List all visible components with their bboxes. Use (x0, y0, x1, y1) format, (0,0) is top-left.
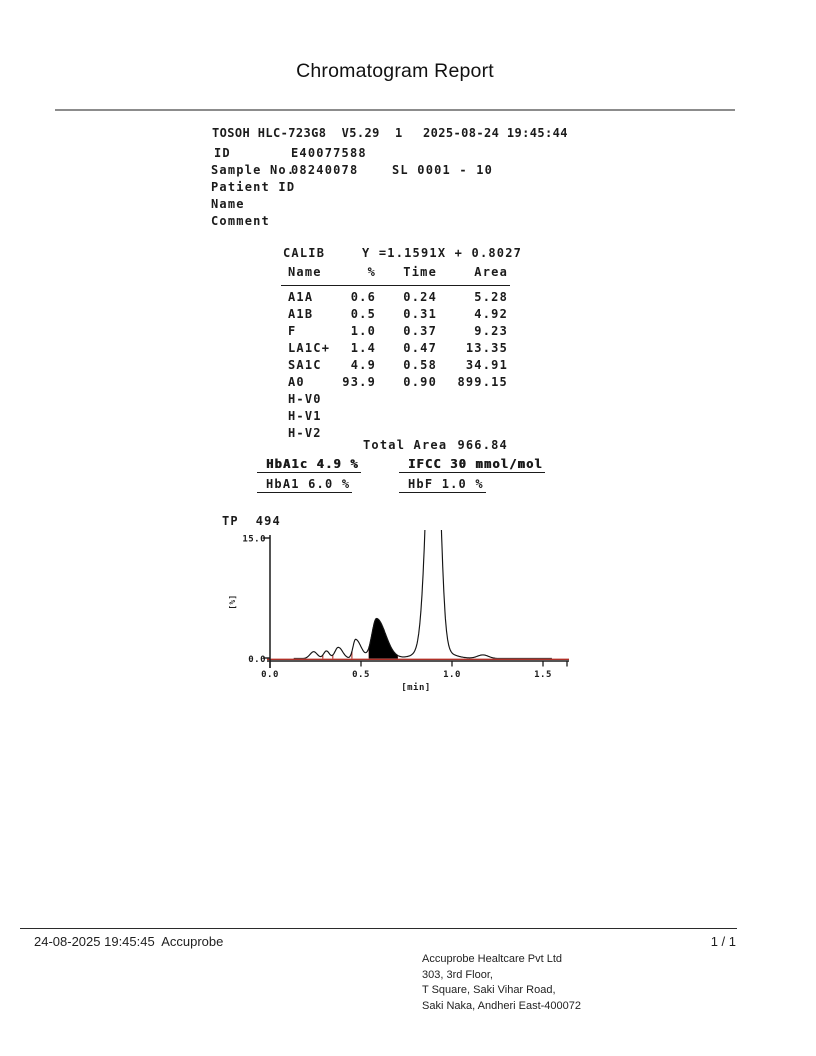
field-value: 08240078 (291, 163, 359, 177)
address-line: 303, 3rd Floor, (422, 968, 493, 981)
calib-table-rule (281, 285, 510, 286)
calib-label: CALIB (283, 246, 326, 260)
peak-row-area: 9.23 (474, 324, 508, 338)
peak-row-name: A1B (288, 307, 314, 321)
address-line: Saki Naka, Andheri East-400072 (422, 999, 581, 1012)
peak-row-area: 5.28 (474, 290, 508, 304)
col-header-pct: % (367, 265, 376, 279)
address-line: Accuprobe Healtcare Pvt Ltd (422, 953, 563, 965)
result-hba1: HbA1 6.0 % (257, 478, 352, 493)
x-tick-label: 1.5 (534, 670, 552, 680)
peak-row-pct: 4.9 (350, 358, 376, 372)
field-label: Comment (211, 214, 270, 228)
company-address-block (422, 952, 581, 1014)
peak-row-name: H-V0 (288, 392, 322, 406)
result-hba1c: HbA1c 4.9 % (257, 458, 361, 473)
peak-row-time: 0.31 (403, 307, 437, 321)
peak-row-area: 13.35 (465, 341, 508, 355)
total-area-label: Total Area (363, 438, 448, 452)
peak-row-name: LA1C+ (288, 341, 331, 355)
peak-row-name: F (288, 324, 297, 338)
col-header-name: Name (288, 265, 322, 279)
x-axis-unit-label: [min] (401, 683, 431, 693)
calib-equation: Y =1.1591X + 0.8027 (362, 246, 523, 260)
peak-row-time: 0.24 (403, 290, 437, 304)
y-axis-unit-label: [%] (228, 594, 237, 610)
peak-row-time: 0.58 (403, 358, 437, 372)
page-title: Chromatogram Report (296, 60, 494, 82)
field-label: ID (214, 146, 231, 160)
x-tick-label: 0.0 (261, 670, 279, 680)
field-label: Name (211, 197, 245, 211)
result-hbf: HbF 1.0 % (399, 478, 486, 493)
peak-row-pct: 1.4 (350, 341, 376, 355)
col-header-area: Area (474, 265, 508, 279)
chromatogram-trace (294, 510, 552, 659)
peak-row-area: 34.91 (465, 358, 508, 372)
y-min-label: 0.0 (248, 655, 266, 665)
header-rule (55, 109, 735, 111)
field-label: Sample No. (211, 163, 296, 177)
peak-row-pct: 93.9 (342, 375, 376, 389)
col-header-time: Time (403, 265, 437, 279)
peak-row-name: H-V1 (288, 409, 322, 423)
peak-row-time: 0.37 (403, 324, 437, 338)
peak-row-time: 0.47 (403, 341, 437, 355)
peak-row-pct: 0.5 (350, 307, 376, 321)
field-label: Patient ID (211, 180, 296, 194)
printed-datetime: 2025-08-24 19:45:44 (423, 126, 568, 140)
total-peaks-label: TP 494 (222, 514, 281, 528)
field-extra: SL 0001 - 10 (392, 163, 494, 177)
peak-row-area: 899.15 (457, 375, 508, 389)
peak-row-pct: 0.6 (350, 290, 376, 304)
x-tick-label: 1.0 (443, 670, 461, 680)
x-tick-label: 0.5 (352, 670, 370, 680)
peak-row-name: A1A (288, 290, 314, 304)
peak-row-name: SA1C (288, 358, 322, 372)
chromatogram-chart (210, 510, 590, 700)
peak-row-name: H-V2 (288, 426, 322, 440)
total-area-value: 966.84 (457, 438, 508, 452)
field-value: E40077588 (291, 146, 367, 160)
address-line: T Square, Saki Vihar Road, (422, 984, 556, 996)
page-number: 1 / 1 (710, 934, 736, 949)
footer-rule (20, 928, 737, 929)
instrument-line: TOSOH HLC-723G8 V5.29 1 (212, 126, 403, 140)
footer-datetime: 24-08-2025 19:45:45 Accuprobe (34, 934, 224, 949)
peak-row-time: 0.90 (403, 375, 437, 389)
peak-row-area: 4.92 (474, 307, 508, 321)
peak-row-name: A0 (288, 375, 305, 389)
result-ifcc: IFCC 30 mmol/mol (399, 458, 545, 473)
y-max-label: 15.0 (242, 534, 266, 545)
peak-row-pct: 1.0 (350, 324, 376, 338)
